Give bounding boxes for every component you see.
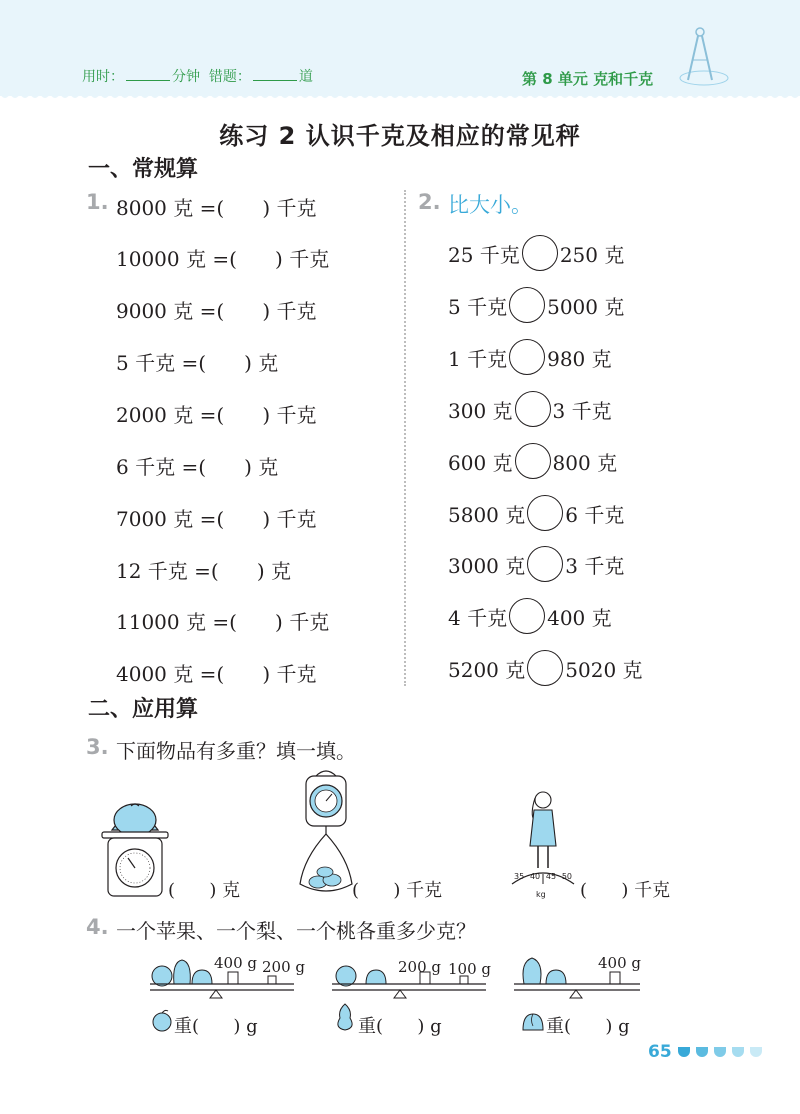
compare-left: 3000 克: [448, 553, 526, 578]
column-divider: [404, 190, 406, 686]
compare-right: 980 克: [547, 346, 612, 371]
compare-row: [448, 389, 612, 429]
compare-left: 1 千克: [448, 346, 508, 371]
compare-circle[interactable]: [509, 598, 545, 634]
q1-row[interactable]: 4000 克 =( ) 千克: [116, 662, 317, 686]
decor-cup-icon: [732, 1047, 744, 1057]
errors-blank[interactable]: [253, 68, 297, 81]
q4-answer-peach[interactable]: 重( ) g: [546, 1016, 630, 1037]
compare-row: [448, 544, 624, 584]
time-blank[interactable]: [126, 68, 170, 81]
time-label: 用时：: [82, 69, 124, 85]
compare-left: 25 千克: [448, 242, 520, 267]
peach-icon: [520, 1008, 546, 1032]
compare-row: [448, 337, 612, 377]
hanging-scale-illustration: [296, 768, 356, 900]
compare-right: 3 千克: [552, 398, 612, 423]
pear-icon: [332, 1000, 358, 1032]
apple-icon: [150, 1008, 174, 1032]
compare-circle[interactable]: [509, 287, 545, 323]
compare-left: 300 克: [448, 398, 513, 423]
scale-dial-numbers: [514, 872, 572, 881]
weight-label: 400 g: [214, 954, 258, 972]
dial-number: 45: [545, 872, 557, 881]
compare-circle[interactable]: [522, 235, 558, 271]
q2-number: 2.: [418, 190, 441, 214]
decor-cup-icon: [696, 1047, 708, 1057]
q1-number: 1.: [86, 190, 109, 214]
page-number: 65: [648, 1042, 672, 1062]
q1-row[interactable]: 12 千克 =( ) 克: [116, 559, 292, 583]
errors-unit: 道: [298, 69, 313, 85]
q2-title: 比大小。: [448, 193, 532, 217]
compare-row: [448, 441, 617, 481]
compare-row: [448, 493, 624, 533]
page-title: 练习 2 认识千克及相应的常见秤: [219, 122, 581, 150]
q3-text: 下面物品有多重？填一填。: [116, 739, 356, 763]
q3-answer-2[interactable]: ( ) 千克: [352, 880, 443, 901]
compare-left: 5800 克: [448, 502, 526, 527]
compare-right: 250 克: [559, 242, 625, 267]
compare-row: [448, 233, 624, 273]
compare-right: 3 千克: [565, 553, 625, 578]
q4-text: 一个苹果、一个梨、一个桃各重多少克？: [116, 919, 476, 943]
compare-left: 5 千克: [448, 294, 508, 319]
section-heading-1: 一、常规算: [88, 157, 199, 182]
compare-circle[interactable]: [509, 339, 545, 375]
time-unit: 分钟: [172, 69, 200, 85]
dial-number: 50: [561, 872, 572, 881]
q1-row[interactable]: 11000 克 =( ) 千克: [116, 610, 330, 634]
compare-circle[interactable]: [515, 391, 551, 427]
q1-row[interactable]: 9000 克 =( ) 千克: [116, 299, 317, 323]
weight-label: 200 g: [398, 958, 442, 976]
scale-unit-label: kg: [536, 890, 546, 899]
compare-circle[interactable]: [515, 443, 551, 479]
section-heading-2: 二、应用算: [88, 697, 199, 722]
bathroom-scale-illustration: [510, 784, 576, 900]
q1-row[interactable]: 6 千克 =( ) 克: [116, 455, 279, 479]
q4-answer-pear[interactable]: 重( ) g: [358, 1016, 442, 1037]
decor-cup-icon: [750, 1047, 762, 1057]
errors-label: 错题：: [208, 69, 251, 85]
compare-row: [448, 596, 612, 636]
decor-cup-icon: [678, 1047, 690, 1057]
q3-answer-3[interactable]: ( ) 千克: [580, 880, 671, 901]
compare-left: 600 克: [448, 450, 513, 475]
compare-circle[interactable]: [527, 495, 563, 531]
q4-number: 4.: [86, 915, 109, 939]
q1-row[interactable]: 8000 克 =( ) 千克: [116, 196, 317, 220]
compare-row: [448, 285, 624, 325]
compare-right: 5000 克: [547, 294, 625, 319]
q1-row[interactable]: 2000 克 =( ) 千克: [116, 403, 317, 427]
compare-right: 6 千克: [565, 502, 625, 527]
q1-row[interactable]: 10000 克 =( ) 千克: [116, 247, 330, 271]
dial-number: 40: [529, 872, 541, 881]
header-time-errors: [82, 66, 313, 86]
decor-cup-icon: [714, 1047, 726, 1057]
q4-answer-apple[interactable]: 重( ) g: [174, 1016, 258, 1037]
q1-row[interactable]: 7000 克 =( ) 千克: [116, 507, 317, 531]
compare-circle[interactable]: [527, 546, 563, 582]
compare-left: 5200 克: [448, 657, 526, 682]
unit-label: 第 8 单元 克和千克: [522, 70, 654, 88]
weight-label: 400 g: [598, 954, 642, 972]
kitchen-scale-illustration: [98, 800, 172, 900]
page-footer: [648, 1042, 762, 1062]
compare-right: 800 克: [552, 450, 618, 475]
q3-number: 3.: [86, 735, 109, 759]
compare-row: [448, 648, 643, 688]
q1-row[interactable]: 5 千克 =( ) 克: [116, 351, 279, 375]
compare-circle[interactable]: [527, 650, 563, 686]
weight-label: 100 g: [448, 960, 492, 978]
compare-left: 4 千克: [448, 605, 508, 630]
compass-icon: [670, 22, 730, 92]
compare-right: 400 克: [547, 605, 612, 630]
dial-number: 35: [514, 872, 525, 881]
q3-answer-1[interactable]: ( ) 克: [168, 880, 241, 901]
weight-label: 200 g: [262, 958, 306, 976]
compare-right: 5020 克: [565, 657, 643, 682]
